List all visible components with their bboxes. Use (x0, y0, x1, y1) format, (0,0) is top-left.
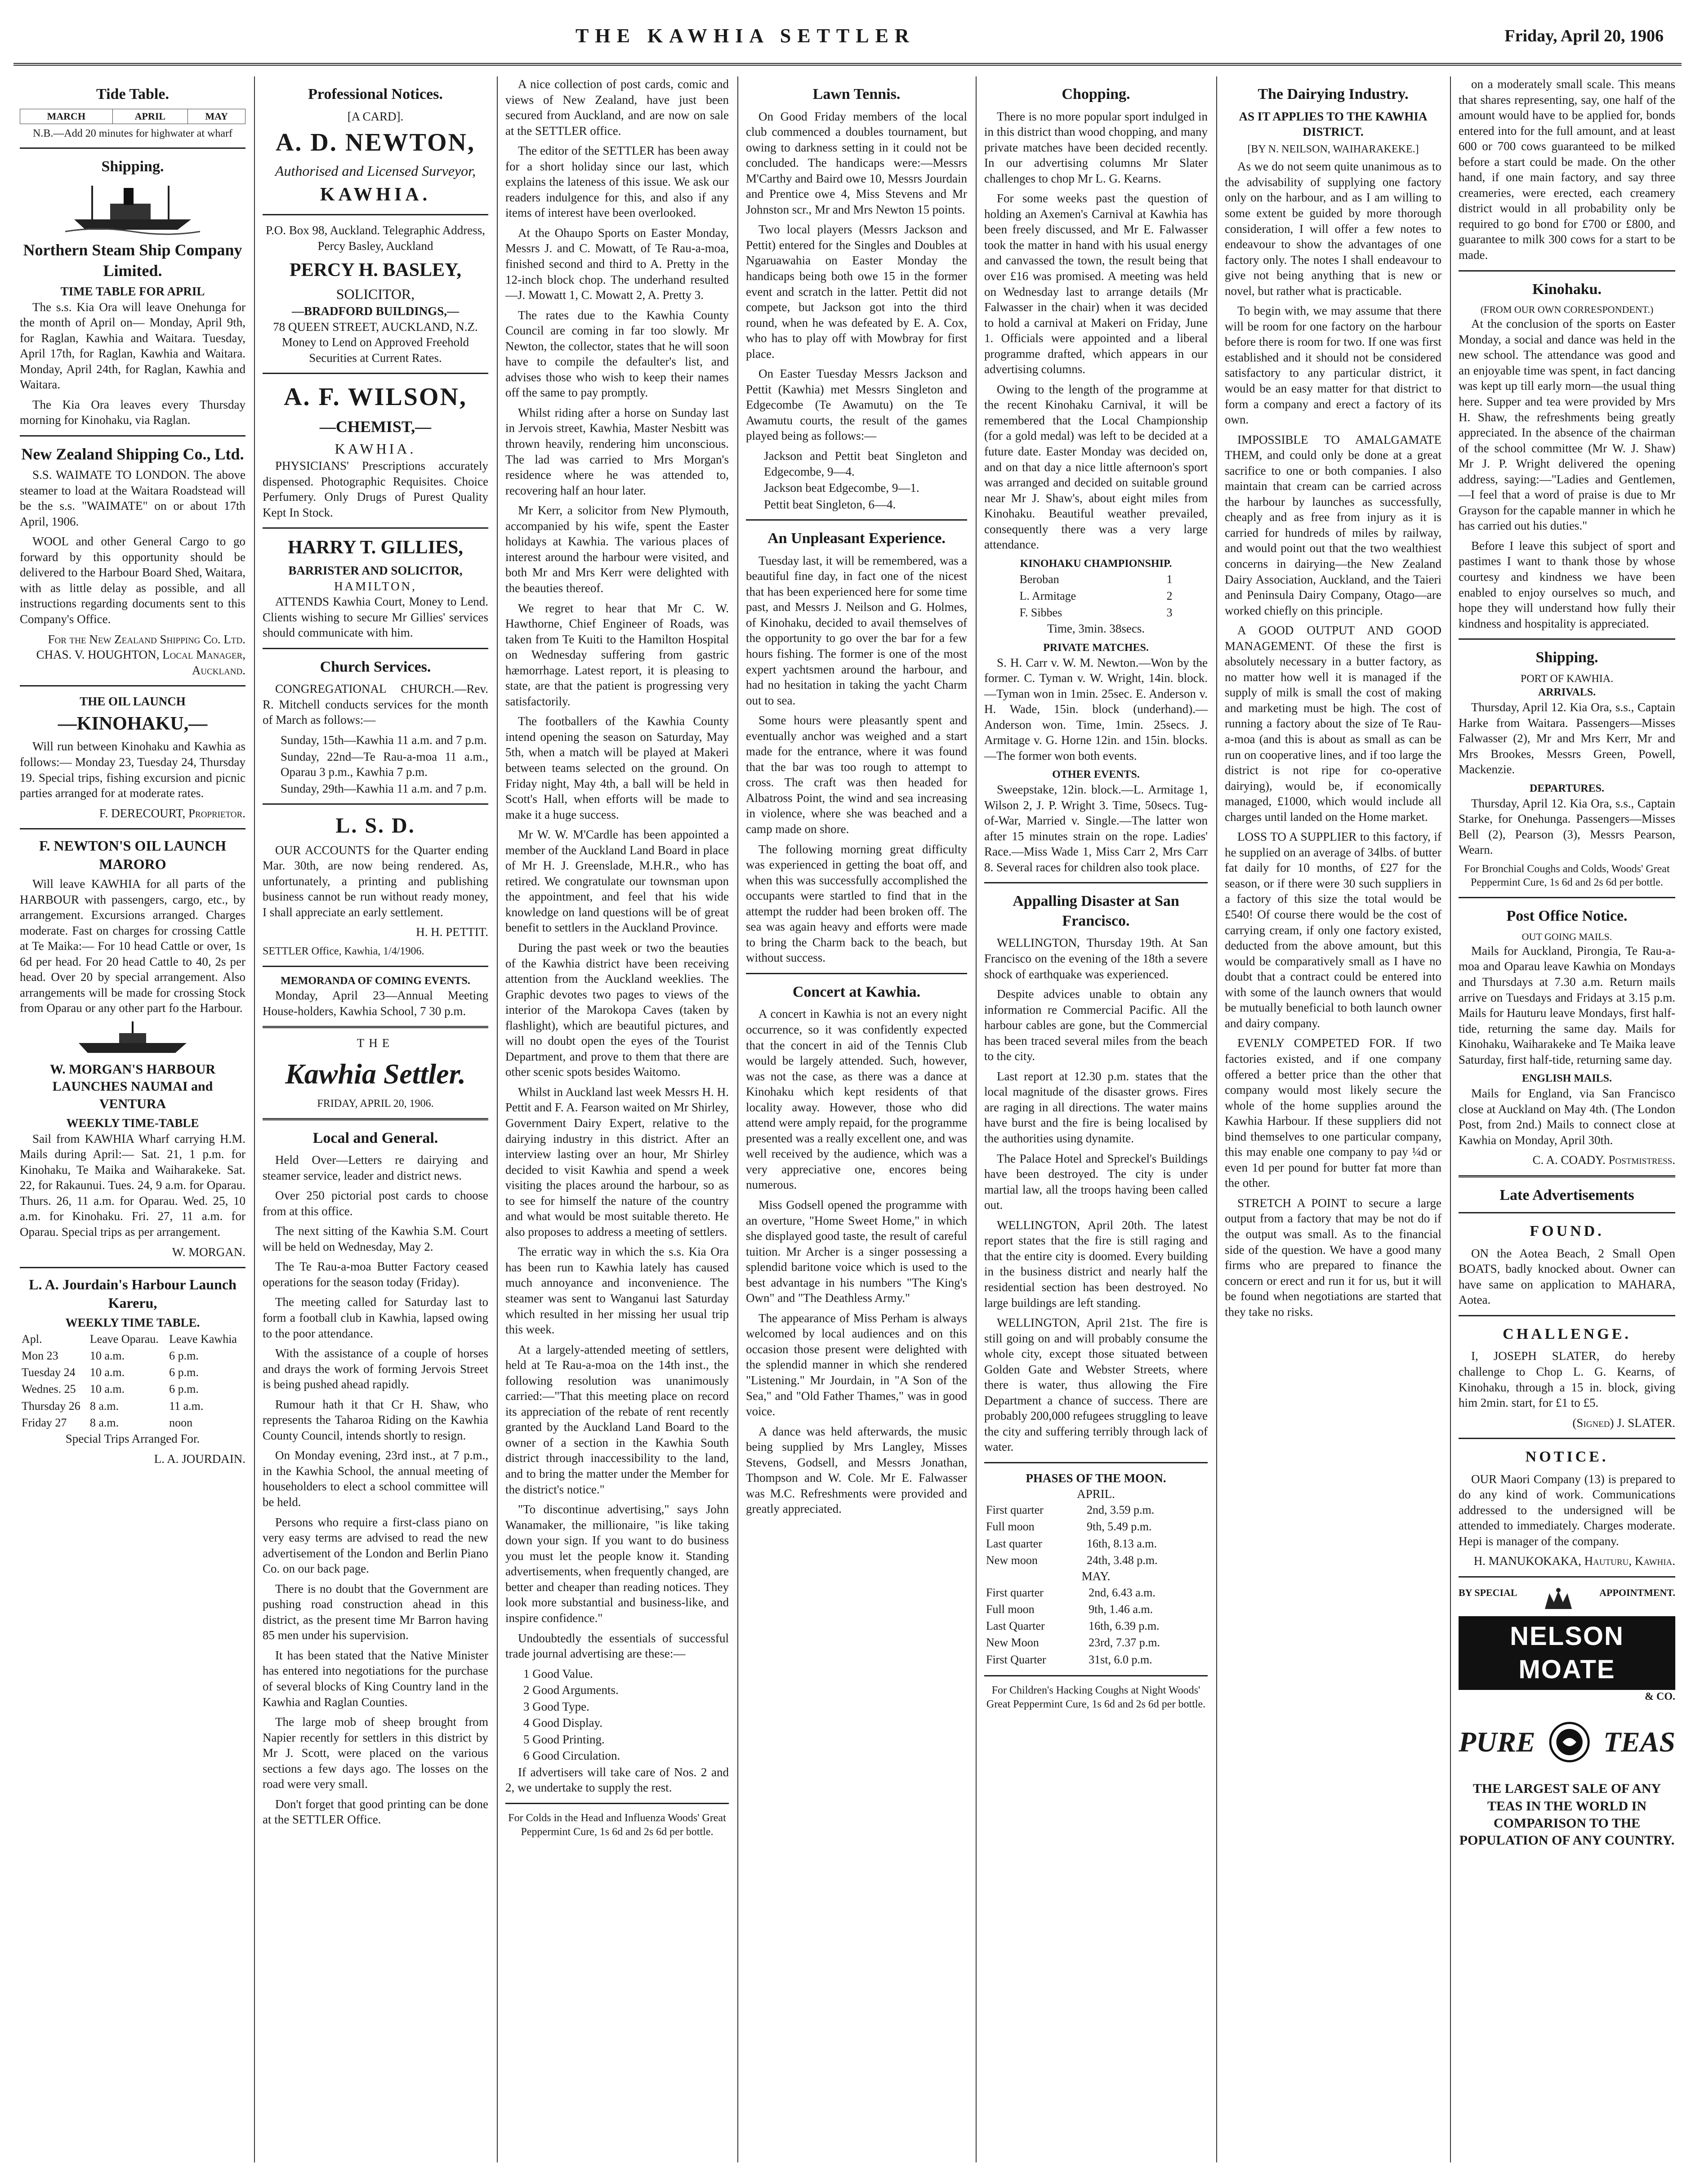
news-paragraph: The editor of the SETTLER has been away for a short holiday since our last, which explains the lateness of this issue. We ask our readers indulgence for this, and also if any items of interest have been overlooked. (505, 144, 729, 220)
dairying-paragraph: A GOOD OUTPUT AND GOOD MANAGEMENT. Of these the first is absolutely necessary in a butter factory, as no matter how well it is managed if the supply of milk is small the cost of making and marketing must be high. The cost of running a factory about the size of Te Rau-a-moa (and this is about as small as can be run on cooperative lines, and if too large the district is not ripe for co-operative dairying), would be, if economically managed, £1000, which would include all charges until landed on the Home market. (1225, 624, 1441, 824)
news-paragraph: During the past week or two the beauties of the Kawhia district have been receiving attention from the Auckland weeklies. The Graphic devotes two pages to views of the interior of the Marokopa Caves (taken by flashlight), which are beautiful pictures, and will no doubt open the eyes of the Tourist Department, and prove to them that there are other scenic spots besides Waitomo. (505, 940, 729, 1079)
post-office-text: Mails for Auckland, Pirongia, Te Rau-a-moa and Oparau leave Kawhia on Mondays and Thursdays at 7.30 a.m. Return mails arrive on Tuesdays and Fridays at 3.15 p.m. Mails for Hauturu leave Mondays, first half-tide, returning the same day. Mails for Kinohaku, Waiharakeke and Te Maika leave Saturday, first half-tide, returning same day. (1459, 944, 1675, 1066)
table-cell: noon (169, 1416, 193, 1429)
table-cell: 3 (1166, 606, 1173, 620)
departures-text: Thursday, April 12. Kia Ora, s.s., Captain Starke, for Onehunga. Passengers—Misses Bell (2), Pearson (3), Messrs Pearson, Wearn. (1459, 796, 1675, 857)
morgan-heading: W. MORGAN'S HARBOUR LAUNCHES NAUMAI and VENTURA (49, 1062, 216, 1111)
table-cell: 31st, 6.0 p.m. (1089, 1653, 1152, 1666)
local-paragraph: The large mob of sheep brought from Napier recently for settlers in this district by Mr J. Scott, were placed on the various sections a few days ago. The losses on the road were very small. (263, 1715, 488, 1791)
jourdain-col-day: Apl. (22, 1332, 42, 1346)
gillies-name: HARRY T. GILLIES, (288, 537, 463, 558)
table-cell: 2nd, 3.59 p.m. (1087, 1503, 1155, 1517)
jourdain-col-kawhia: Leave Kawhia (169, 1332, 237, 1346)
wilson-title: —CHEMIST,— (319, 418, 432, 436)
gillies-place: HAMILTON, (334, 579, 417, 593)
church-text: CONGREGATIONAL CHURCH.—Rev. R. Mitchell conducts services for the month of March as follows:— (263, 682, 488, 727)
professional-notices-heading: Professional Notices. (308, 86, 443, 103)
tennis-paragraph: On Easter Tuesday Messrs Jackson and Pettit (Kawhia) met Messrs Singleton and Edgecombe (Te Awamutu) on the Te Awamutu courts, the result of the games played being as follows:— (746, 367, 967, 443)
table-row (984, 1552, 1208, 1569)
column-4 (740, 76, 973, 2162)
list-item: 6 Good Circulation. (523, 1749, 620, 1763)
championship-heading: KINOHAKU CHAMPIONSHIP. (1020, 557, 1172, 570)
chopping-paragraph: Owing to the length of the programme at the recent Kinohaku Carnival, it will be remembered that the Local Championship (for a gold medal) was left to be decided at a future date. Easter Monday was decided on, and on that day a nice little afternoon's sport was arranged and decided on suitable ground near Mr J. Shaw's, about eight miles from Kinohaku. Beautiful weather prevailed, consequently there was a very large attendance. (984, 382, 1208, 552)
column-rule (497, 76, 498, 2162)
disaster-paragraph: WELLINGTON, April 20th. The latest report states that the fire is still raging and that the entire city is doomed. Every building in the business district and nearly half the residential section has been destroyed. No large buildings are left standing. (984, 1218, 1208, 1310)
jourdain-col-oparau: Leave Oparau. (89, 1332, 159, 1346)
nssc-name: Northern Steam Ship Company Limited. (23, 241, 242, 280)
nz-shipping-signature: For the New Zealand Shipping Co. Ltd. CHAS. V. HOUGHTON, Local Manager, Auckland. (36, 632, 245, 677)
table-row (984, 1634, 1208, 1651)
nz-shipping-name: New Zealand Shipping Co., Ltd. (21, 445, 244, 463)
dairying-paragraph: As we do not seem quite unanimous as to the advisability of supplying one factory only on the harbour, and as I am willing to some extent be guided by more thorough consideration, I will offer a few notes to endeavour to show the advantages of one factory only. The notes I shall endeavour to give not being anything that is new or novel, but rather what is practicable. (1225, 160, 1441, 298)
tide-table-title: Tide Table. (96, 86, 169, 103)
table-row (20, 1414, 245, 1431)
column-rule (254, 76, 255, 2162)
column-5 (978, 76, 1214, 2162)
morgan-text: Sail from KAWHIA Wharf carrying H.M. Mails during April:— Sat. 21, 1 p.m. for Kinohaku, Te Maika and Waiharakeke. Sat. 22, for Rakaunui. Tues. 24, 9 a.m. for Oparau. Thurs. 26, 11 a.m. for Oparau. Wed. 25, 10 a.m. for Kinohaku. Fri. 27, 11 a.m. for Oparau. Special trips as per arrangement. (20, 1132, 245, 1239)
wilson-name: A. F. WILSON, (284, 383, 467, 411)
dairying-paragraph: STRETCH A POINT to secure a large output from a factory that may be not do if the output was small. As to the financial side of the question. We have a good many firms who are prepared to finance the concern or erect and run it for us, but it will be found when negotiations are started that they take no risks. (1225, 1196, 1441, 1319)
memoranda-heading: MEMORANDA OF COMING EVENTS. (281, 975, 470, 987)
dairying-subtitle: AS IT APPLIES TO THE KAWHIA DISTRICT. (1239, 109, 1428, 139)
list-item: 3 Good Type. (523, 1699, 589, 1713)
by-special-label: BY SPECIAL (1459, 1587, 1517, 1598)
notice-heading: NOTICE. (1525, 1449, 1609, 1466)
gillies-title: BARRISTER AND SOLICITOR, (288, 564, 463, 578)
list-item: Sunday, 29th—Kawhia 11 a.m. and 7 p.m. (281, 781, 487, 795)
basley-building: —BRADFORD BUILDINGS,— (291, 304, 460, 318)
kinohaku-heading: Kinohaku. (1532, 281, 1602, 298)
local-paragraph: The next sitting of the Kawhia S.M. Court will be held on Wednesday, May 2. (263, 1224, 488, 1253)
gillies-text: ATTENDS Kawhia Court, Money to Lend. Clients wishing to secure Mr Gillies' services should communicate with him. (263, 595, 488, 640)
table-row (984, 1502, 1208, 1518)
local-paragraph: Persons who require a first-class piano on very easy terms are advised to read the new advertisement of the London and Berlin Piano Co. on our back page. (263, 1515, 488, 1576)
kinohaku-paragraph: Before I leave this subject of sport and pastimes I want to thank those by whose courtesy and kindness we have been enabled to enjoy ourselves so much, and hope they will understand how fully their kindness and hospitality is appreciated. (1459, 539, 1675, 630)
list-item: Sunday, 22nd—Te Rau-a-moa 11 a.m., Oparau 3 p.m., Kawhia 7 p.m. (281, 749, 488, 779)
local-paragraph: It has been stated that the Native Minister has entered into negotiations for the purchase of several blocks of King Country land in the Kawhia and Raglan Counties. (263, 1648, 488, 1709)
kinohaku-subtitle: (FROM OUR OWN CORRESPONDENT.) (1480, 304, 1654, 316)
newton-place: KAWHIA. (320, 184, 431, 205)
challenge-signature: (Signed) J. SLATER. (1572, 1416, 1675, 1430)
disaster-paragraph: The Palace Hotel and Spreckel's Buildings have been destroyed. The city is under martial law, all the troops having been called out. (984, 1151, 1208, 1212)
unpleasant-paragraph: Tuesday last, it will be remembered, was a beautiful fine day, in fact one of the nicest that has been experienced here for some time past, and Messrs J. Neilson and G. Holmes, of Kinohaku, decided to avail themselves of the opportunity to go over the bar for a few hours fishing. The former is one of the most expert yachtsmen around the harbour, and had no hesitation in taking the yacht Charm out to sea. (746, 553, 967, 707)
masthead-date: Friday, April 20, 1906 (1504, 27, 1664, 45)
jourdain-heading: L. A. Jourdain's Harbour Launch Kareru, (29, 1276, 236, 1311)
memoranda-text: Monday, April 23—Annual Meeting House-holders, Kawhia School, 7 30 p.m. (263, 989, 488, 1018)
lsd-office: SETTLER Office, Kawhia, 1/4/1906. (263, 945, 424, 957)
chopping-paragraph: There is no more popular sport indulged in in this district than wood chopping, and many private matches have been decided recently. In our advertising columns Mr Slater challenges to chop Mr L. G. Kearns. (984, 109, 1208, 185)
disaster-paragraph: Last report at 12.30 p.m. states that the local magnitude of the disaster grows. Fires are raging in all directions. The water mains have burst and the fire is being localised by the authorities using dynamite. (984, 1069, 1208, 1145)
news-paragraph: The erratic way in which the s.s. Kia Ora has been run to Kawhia lately has caused much annoyance and inconvenience. The steamer was sent to Wanganui last Saturday which resulted in her missing her usual trip this week. (505, 1245, 729, 1337)
moon-heading: PHASES OF THE MOON. (1026, 1471, 1166, 1485)
list-item: Pettit beat Singleton, 6—4. (764, 497, 896, 511)
nelson-moate-ad (1459, 1587, 1675, 1850)
column-7 (1452, 76, 1682, 2162)
nssc-text: The s.s. Kia Ora will leave Onehunga for the month of April on— Monday, April 9th, for Raglan, Kawhia and Waitara. Tuesday, April 17th, for Raglan, Kawhia and Waitara. Monday, April 24th, for Raglan, Kawhia and Waitara. (20, 300, 245, 392)
table-row (984, 1651, 1208, 1668)
lsd-text: OUR ACCOUNTS for the Quarter ending Mar. 30th, are now being rendered. As, unfortunately, a printing and publishing business cannot be run without ready money, I shall appreciate an early settlement. (263, 843, 488, 919)
news-paragraph: Mr Kerr, a solicitor from New Plymouth, accompanied by his wife, spent the Easter holidays at Kawhia. The various places of interest around the harbour were visited, and both Mr and Mrs Kerr were delighted with the beauties thereof. (505, 504, 729, 595)
table-cell: Full moon (986, 1520, 1035, 1533)
local-paragraph: Rumour hath it that Cr H. Shaw, who represents the Taharoa Riding on the Kawhia County Council, intends shortly to resign. (263, 1397, 488, 1442)
list-item: Jackson and Pettit beat Singleton and Edgecombe, 9—4. (764, 449, 967, 478)
nz-shipping-text-2: WOOL and other General Cargo to go forward by this opportunity should be delivered to the Harbour Board Shed, Waitara, with as little delay as possible, and all instructions regarding documents sent to this Company's Office. (20, 535, 245, 626)
list-item: 5 Good Printing. (523, 1732, 605, 1746)
launch-text: Will run between Kinohaku and Kawhia as follows:— Monday 23, Tuesday 24, Thursday 19. Special trips, fishing excursion and picnic parties arranged for at moderate rates. (20, 740, 245, 800)
launch-signature: F. DERECOURT, Proprietor. (99, 806, 245, 820)
table-cell: New Moon (986, 1636, 1039, 1649)
unpleasant-paragraph: The following morning great difficulty was experienced in getting the boat off, and when this was successfully accomplished the occupants were startled to find that in the attempt the rudder had been broken off. The sea was again heavy and efforts were made to bring the Charm back to the beach, but without success. (746, 842, 967, 965)
local-paragraph: Don't forget that good printing can be done at the SETTLER Office. (263, 1797, 488, 1827)
column-rule (976, 76, 977, 2162)
table-cell: 24th, 3.48 p.m. (1087, 1553, 1158, 1567)
news-paragraph: At a largely-attended meeting of settlers, held at Te Rau-a-moa on the 14th inst., the following resolution was unanimously carried:—"That this meeting place on record its appreciation of the rebate of rent recently granted by the Auckland Land Board to the owner of a section in the Kawhia South district through inaccessibility to the land, and to bring the matter under the Member for the district's notice." (505, 1342, 729, 1496)
list-item: 4 Good Display. (523, 1716, 602, 1730)
private-matches-text: S. H. Carr v. W. M. Newton.—Won by the former. C. Tyman v. W. Wright, 14in. block.—Tyman won in 1min. 25sec. E. Anderson v. H. Wade, 15in. block (underhand).—Anderson won. Time, 1min. 25secs. J. Armitage v. G. Horne 12in. and 15in. blocks.—The former won both events. (984, 655, 1208, 762)
column-rule (1216, 76, 1217, 2162)
news-paragraph: Whilst riding after a horse on Sunday last in Jervois street, Kawhia, Master Nesbitt was thrown heavily, rendering him unconscious. The lad was carried to Mrs Morgan's residence where he was attended to, recovering half an hour later. (505, 406, 729, 497)
morgan-signature: W. MORGAN. (172, 1245, 245, 1259)
column-2 (256, 76, 495, 2162)
table-cell: Thursday 26 (22, 1399, 80, 1413)
post-office-heading: Post Office Notice. (1506, 908, 1628, 925)
dairying-continued: on a moderately small scale. This means that shares representing, say, one half of the amount would have to be applied for, bonds entered into for the full amount, and at least 600 or 700 cows guaranteed to be milked before a start could be made. On the other hand, if one main factory, and say three creameries, were erected, each creamery district would in all probability only be required to go bond for £700 or £800, and guarantee to milk 300 cows for a start to be made. (1459, 77, 1675, 262)
nz-shipping-text: S.S. WAIMATE TO LONDON. The above steamer to load at the Waitara Roadstead will be the s.s. "WAIMATE" on or about 17th April, 1906. (20, 468, 245, 528)
essentials-list (523, 1666, 729, 1764)
jourdain-table (20, 1331, 245, 1431)
nelson-moate-brand: NELSON MOATE (1459, 1616, 1675, 1690)
table-row (984, 1618, 1208, 1634)
news-paragraph: A nice collection of post cards, comic and views of New Zealand, have just been secured from Auckland, and are now on sale at the SETTLER office. (505, 77, 729, 138)
card-label: [A CARD]. (347, 109, 404, 123)
table-row (984, 1601, 1208, 1618)
news-paragraph: Undoubtedly the essentials of successful trade journal advertising are these:— (505, 1631, 729, 1661)
newspaper-page (13, 18, 1682, 2171)
woods-ad: For Bronchial Coughs and Colds, Woods' Great Peppermint Cure, 1s 6d and 2s 6d per bottle. (1464, 863, 1670, 889)
dairying-heading: The Dairying Industry. (1258, 86, 1409, 103)
newton-title: Authorised and Licensed Surveyor, (275, 162, 476, 179)
lawn-tennis-heading: Lawn Tennis. (812, 86, 901, 103)
notice-signature: H. MANUKOKAKA, Hauturu, Kawhia. (1473, 1554, 1675, 1568)
table-row (984, 1535, 1208, 1552)
post-office-subtitle: OUT GOING MAILS. (1522, 931, 1612, 942)
table-cell: 6 p.m. (169, 1366, 199, 1379)
column-1 (13, 76, 252, 2162)
tide-month-march: MARCH (20, 109, 113, 124)
local-paragraph: Held Over—Letters re dairying and steamer service, leader and district news. (263, 1153, 488, 1182)
launch-boat-icon (74, 1021, 191, 1056)
list-item: 2 Good Arguments. (523, 1683, 619, 1697)
tennis-paragraph: Two local players (Messrs Jackson and Pettit) entered for the Singles and Doubles at Ngaruawahia on Easter Monday the handicaps being both owe 15 in the former event and scratch in the latter. Pettit did not compete, but Jackson got into the third round, when he was defeated by E. A. Cox, who has to play off with Mowbray for first place. (746, 223, 967, 361)
dairying-byline: [BY N. NEILSON, WAIHARAKEKE.] (1247, 143, 1419, 155)
woods-ad: For Children's Hacking Coughs at Night Woods' Great Peppermint Cure, 1s 6d and 2s 6d per bottle. (986, 1685, 1206, 1710)
launch-heading: THE OIL LAUNCH (80, 695, 186, 709)
table-row (20, 1398, 245, 1414)
list-item: Sunday, 15th—Kawhia 11 a.m. and 7 p.m. (281, 733, 487, 747)
table-row (1018, 571, 1174, 588)
disaster-paragraph: WELLINGTON, Thursday 19th. At San Francisco on the evening of the 18th a severe shock of earthquake was experienced. (984, 936, 1208, 981)
tea-seal-icon (1549, 1708, 1590, 1776)
chopping-paragraph: For some weeks past the question of holding an Axemen's Carnival at Kawhia has been freely discussed, and Mr E. Falwasser took the matter in hand with his usual energy and canvassed the town, the result being that over £16 was promised. A meeting was held on Wednesday last to arrange details (Mr Falwasser in the chair) when it was decided to hold a carnival at Makeri on Friday, June 1. Officials were appointed and a liberal programme drafted, which appears in our advertising columns. (984, 192, 1208, 376)
arrivals-heading: ARRIVALS. (1538, 686, 1596, 699)
local-paragraph: There is no doubt that the Government are pushing road construction ahead in this district, as the present time Mr Barron having 85 men under his supervision. (263, 1582, 488, 1642)
post-office-signature: C. A. COADY. Postmistress. (1532, 1153, 1675, 1167)
basley-title: SOLICITOR, (336, 286, 415, 303)
settler-date: FRIDAY, APRIL 20, 1906. (317, 1097, 434, 1110)
news-paragraph: At the Ohaupo Sports on Easter Monday, Messrs J. and C. Mowatt, of Te Rau-a-moa, finished second and third to A. Pretty in the 12-inch block chop. The underhand resulted—J. Mowatt 1, C. Mowatt 2, A. Pretty 3. (505, 226, 729, 302)
newton-name: A. D. NEWTON, (275, 129, 475, 157)
other-events-text: Sweepstake, 12in. block.—L. Armitage 1, Wilson 2, J. P. Wright 3. Time, 50secs. Tug-of-War, Married v. Single.—The latter won after 15 minutes strain on the rope. Ladies' Race.—Miss Wade 1, Miss Carr 2, Mrs Carr 8. Several races for children also took place. (984, 783, 1208, 874)
church-list (281, 732, 488, 796)
table-cell: 8 a.m. (89, 1399, 119, 1413)
table-cell: 11 a.m. (169, 1399, 204, 1413)
table-cell: 2 (1166, 589, 1173, 602)
departures-heading: DEPARTURES. (1529, 782, 1605, 794)
table-cell: Beroban (1019, 572, 1059, 586)
championship-time: Time, 3min. 38secs. (1047, 622, 1145, 636)
moon-april-table (984, 1502, 1208, 1569)
table-cell: Friday 27 (22, 1416, 67, 1429)
jourdain-subtitle: WEEKLY TIME TABLE. (65, 1316, 200, 1330)
local-paragraph: Over 250 pictorial post cards to choose from at this office. (263, 1189, 488, 1218)
moon-april: APRIL. (1077, 1487, 1115, 1501)
royal-crest-icon (1540, 1587, 1576, 1613)
concert-paragraph: A concert in Kawhia is not an every night occurrence, so it was confidently expected that the concert in aid of the Tennis Club would be largely attended. Such, however, was not the case, as there was a dance at Kinohaku which kept residents of that locality away. However, those who did attend were amply repaid, for the programme presented was a really excellent one, and was well received by the audience, which was a very appreciative one, encores being numerous. (746, 1007, 967, 1192)
arrivals-text: Thursday, April 12. Kia Ora, s.s., Captain Harke from Waitara. Passengers—Misses Falwasser (2), Mr and Mrs Kerr, Mr and Mrs Brookes, Messrs Green, Powell, Mackenzie. (1459, 700, 1675, 776)
table-cell: New moon (986, 1553, 1038, 1567)
found-text: ON the Aotea Beach, 2 Small Open BOATS, badly knocked about. Owner can have same on application to MAHARA, Aotea. (1459, 1246, 1675, 1307)
concert-paragraph: The appearance of Miss Perham is always welcomed by local audiences and on this occasion those present were delighted with the splendid manner in which she rendered "Listening." Mr Jourdain, in "A Son of the Sea," and "Old Father Thames," was in good voice. (746, 1311, 967, 1418)
other-events-heading: OTHER EVENTS. (1052, 769, 1140, 781)
lsd-signature: H. H. PETTIT. (416, 925, 488, 939)
tide-month-may: MAY (188, 109, 245, 124)
news-paragraph: The rates due to the Kawhia County Council are coming in far too slowly. Mr Newton, the collector, states that he will soon have to compile the defaulter's list, and advises those who wish to keep their names off the same to pay promptly. (505, 308, 729, 400)
tide-note: N.B.—Add 20 minutes for highwater at wharf (33, 127, 232, 139)
masthead (13, 18, 1682, 66)
local-paragraph: The Te Rau-a-moa Butter Factory ceased operations for the season today (Friday). (263, 1260, 488, 1289)
column-rule (737, 76, 738, 2162)
chopping-heading: Chopping. (1062, 86, 1130, 103)
maroro-text: Will leave KAWHIA for all parts of the HARBOUR with passengers, cargo, etc., by arrangement. Excursions arranged. Charges moderate. Fast on charges for crossing Cattle at Te Maika:— For 10 head Cattle or over, 1s 6d per head. For 20 head Cattle to 40, 2s per head. Over 20 by special arrangement. Also arrangements will be made for crossing Stock from Oparau or any other part fo the Harbour. (20, 877, 245, 1015)
local-general-heading: Local and General. (312, 1129, 438, 1146)
table-row (1018, 604, 1174, 621)
table-cell: 6 p.m. (169, 1382, 199, 1396)
unpleasant-heading: An Unpleasant Experience. (767, 530, 946, 547)
tide-month-april: APRIL (112, 109, 188, 124)
table-row (984, 1518, 1208, 1535)
woods-ad: For Colds in the Head and Influenza Woods' Great Peppermint Cure, 1s 6d and 2s 6d per bottle. (508, 1812, 726, 1838)
tennis-paragraph: On Good Friday members of the local club commenced a doubles tournament, but owing to darkness setting in it could not be concluded. The handicaps were:—Messrs M'Carthy and Baird owe 10, Messrs Jourdain and Prentice owe 4, Miss Stevens and Mr Johnston scr., Mr and Mrs Newton 15 points. (746, 109, 967, 216)
english-mails-text: Mails for England, via San Francisco close at Auckland on May 4th. (The London Post, from 2nd.) Mails to connect close at Kawhia on Monday, April 30th. (1459, 1086, 1675, 1147)
news-paragraph: Whilst in Auckland last week Messrs H. H. Pettit and F. A. Fearson waited on Mr Shirley, Government Dairy Expert, relative to the dairying industry in this district. After an interview lasting over an hour, Mr Shirley decided to visit Kawhia and spend a week visiting the places around the harbour, so as to see for himself the nature of the country and what would be most suitable thereto. He also proposes to address a meeting of settlers. (505, 1085, 729, 1239)
table-cell: 16th, 6.39 p.m. (1089, 1619, 1160, 1633)
masthead-title: THE KAWHIA SETTLER (576, 25, 915, 47)
table-cell: Last quarter (986, 1537, 1042, 1550)
concert-paragraph: Miss Godsell opened the programme with an overture, "Home Sweet Home," in which she displayed good taste, the result of careful tuition. Mr Archer is a singer possessing a splendid baritone voice which is used to the best advantage in his numbers "The King's Own" and "The Deathless Army." (746, 1198, 967, 1305)
column-3 (499, 76, 735, 2162)
steamship-icon (65, 181, 200, 235)
essentials-after: If advertisers will take care of Nos. 2 and 2, we undertake to supply the rest. (505, 1765, 729, 1795)
morgan-subtitle: WEEKLY TIME-TABLE (66, 1116, 199, 1130)
church-heading: Church Services. (320, 658, 431, 675)
table-cell: First Quarter (986, 1653, 1046, 1666)
table-cell: 2nd, 6.43 a.m. (1089, 1586, 1156, 1599)
concert-heading: Concert at Kawhia. (792, 983, 921, 1000)
table-cell: First quarter (986, 1586, 1044, 1599)
pure-label: PURE (1459, 1726, 1535, 1758)
dairying-paragraph: EVENLY COMPETED FOR. If two factories existed, and if one company offered a better price than the other that company would most likely secure the whole of the home supplies around the Kawhia Harbour. If these suppliers did not bind themselves to one particular company, this may enable one company to pay ¼d or even 1d per pound for butter fat more than the other. (1225, 1036, 1441, 1190)
table-row (20, 1381, 245, 1397)
unpleasant-paragraph: Some hours were pleasantly spent and eventually anchor was weighed and a start made for the entrance, where it was found that the bar was too rough to attempt to cross. The craft was then headed for Albatross Point, the wind and sea increasing in violence, where she was beached and a camp made on shore. (746, 713, 967, 836)
basley-address-line: P.O. Box 98, Auckland. Telegraphic Address, Percy Basley, Auckland (265, 223, 486, 253)
column-6 (1218, 76, 1448, 2162)
lsd-heading: L. S. D. (335, 814, 415, 838)
table-row (20, 1364, 245, 1381)
kinohaku-paragraph: At the conclusion of the sports on Easter Monday, a social and dance was held in the new school. The attendance was good and an enjoyable time was spent, in fact dancing was kept up till early morn—the usual thing here. Supper and tea were provided by Mrs H. Shaw, the refreshments being greatly appreciated. In the absence of the chairman of the school committee (Mr W. J. Shaw) Mr J. P. Wright delivered the opening address, saying:—"Ladies and Gentlemen,—I feel that a word of praise is due to Mr Grayson for the capable manner in which he has carried out his duties." (1459, 317, 1675, 533)
table-row (1018, 588, 1174, 604)
table-cell: Wednes. 25 (22, 1382, 76, 1396)
settler-nameplate: Kawhia Settler. (285, 1057, 466, 1090)
news-paragraph: "To discontinue advertising," says John Wanamaker, the millionaire, "is like taking down your sign. If you want to do business you must let the people know it. Standing advertisements, when frequently changed, are better and cheaper than reading notices. They look more substantial and business-like, and inspire confidence." (505, 1502, 729, 1625)
news-paragraph: We regret to hear that Mr C. W. Hawthorne, Chief Engineer of Roads, was taken from Te Kuiti to the Hamilton Hospital on Wednesday suffering from gastric hæmorrhage. Latest report, it is pleasing to state, are that the patient is progressing very satisfactorily. (505, 601, 729, 708)
appointment-label: APPOINTMENT. (1599, 1587, 1675, 1598)
late-ads-heading: Late Advertisements (1499, 1186, 1634, 1203)
nelson-moate-co: & CO. (1645, 1691, 1675, 1703)
nssc-subtitle: TIME TABLE FOR APRIL (60, 285, 205, 299)
found-heading: FOUND. (1530, 1223, 1604, 1240)
moon-may-table (984, 1584, 1208, 1668)
table-cell: 9th, 1.46 a.m. (1089, 1602, 1153, 1616)
table-cell: 23rd, 7.37 p.m. (1089, 1636, 1160, 1649)
moon-may: MAY. (1081, 1569, 1111, 1583)
table-cell: First quarter (986, 1503, 1044, 1517)
wilson-place: KAWHIA. (335, 441, 416, 457)
pure-teas-row (1459, 1708, 1675, 1776)
challenge-text: I, JOSEPH SLATER, do hereby challenge to Chop L. G. Kearns, of Kinohaku, through a 15 in. block, giving him 2min. start, for £1 to £5. (1459, 1349, 1675, 1410)
table-cell: Tuesday 24 (22, 1366, 76, 1379)
maroro-heading: F. NEWTON'S OIL LAUNCH MARORO (39, 838, 227, 873)
tennis-results (764, 448, 967, 512)
disaster-paragraph: WELLINGTON, April 21st. The fire is still going on and will probably consume the whole city, except those situated between Golden Gate and Webster Streets, where there is water, thus allowing the Fire Department a chance of success. There are probably 200,000 refugees struggling to leave the city and suffering terribly through lack of water. (984, 1316, 1208, 1454)
notice-text: OUR Maori Company (13) is prepared to do any kind of work. Communications addressed to the undersigned will be attended to immediately. Charges moderate. Hepi is manager of the company. (1459, 1472, 1675, 1548)
teas-label: TEAS (1603, 1726, 1675, 1758)
settler-the: THE (357, 1036, 394, 1050)
table-cell: L. Armitage (1019, 589, 1076, 602)
challenge-heading: CHALLENGE. (1503, 1325, 1631, 1342)
table-cell: 10 a.m. (89, 1366, 125, 1379)
basley-name: PERCY H. BASLEY, (290, 259, 461, 281)
column-rule (1450, 76, 1451, 2162)
english-mails-heading: ENGLISH MAILS. (1522, 1073, 1612, 1085)
nelson-moate-tagline: THE LARGEST SALE OF ANY TEAS IN THE WORLD IN COMPARISON TO THE POPULATION OF ANY COUNTRY. (1459, 1781, 1675, 1848)
dairying-paragraph: IMPOSSIBLE TO AMALGAMATE THEM, and could only be done at a great sacrifice to one or both companies. I also maintain that cream can be carried across the harbour by launches as successfully, cheaply and as free from injury as it is carried for hundreds of miles by railway, and would point out that the two wealthiest concerns in dairying—the New Zealand Dairy Association, Auckland, and the Taieri and Peninsula Dairy Company, Otago—are worked chiefly on this principle. (1225, 432, 1441, 617)
list-item: Jackson beat Edgecombe, 9—1. (764, 481, 919, 495)
dairying-paragraph: To begin with, we may assume that there will be room for one factory on the harbour before there is room for two. If one was first established and it should not be considered satisfactory to any particular district, it would be an easy matter for that district to form a company and erect a factory of its own. (1225, 304, 1441, 427)
basley-street: 78 QUEEN STREET, AUCKLAND, N.Z. (273, 320, 478, 334)
disaster-paragraph: Despite advices unable to obtain any information re Commercial Pacific. All the harbour cables are gone, but the Commercial has been traced several miles from the beach to the city. (984, 987, 1208, 1063)
news-paragraph: The footballers of the Kawhia County intend opening the season on Saturday, May 5th, when a match will be played at Makeri between teams selected on the ground. On Friday night, May 4th, a ball will be held in Scott's Hall, when efforts will be made to make it a huge success. (505, 714, 729, 821)
basley-note: Money to Lend on Approved Freehold Securities at Current Rates. (281, 335, 469, 365)
concert-paragraph: A dance was held afterwards, the music being supplied by Mrs Langley, Misses Stevens, Godsell, and Messrs Jonathan, Thompson and W. Cole. Mr E. Falwasser was M.C. Refreshments were provided and greatly appreciated. (746, 1424, 967, 1516)
jourdain-note: Special Trips Arranged For. (65, 1432, 200, 1446)
news-paragraph: Mr W. W. M'Cardle has been appointed a member of the Auckland Land Board in place of Mr H. J. Greenslade, M.H.R., who has retired. We congratulate our townsman upon the appointment, and feel that his wide knowledge on land questions will be of great benefit to settlers in the Auckland Province. (505, 828, 729, 935)
table-cell: Last Quarter (986, 1619, 1045, 1633)
wilson-text: PHYSICIANS' Prescriptions accurately dispensed. Photographic Requisites. Choice Perfumery. Only Drugs of Purest Quality Kept In Stock. (263, 459, 488, 519)
port-heading: PORT OF KAWHIA. (1520, 673, 1614, 685)
shipping-heading: Shipping. (1535, 649, 1598, 666)
local-paragraph: The meeting called for Saturday last to form a football club in Kawhia, lapsed owing to the poor attendance. (263, 1295, 488, 1340)
table-row (984, 1584, 1208, 1601)
table-cell: 6 p.m. (169, 1349, 199, 1362)
tide-table (20, 109, 245, 124)
table-row (20, 1347, 245, 1364)
local-paragraph: On Monday evening, 23rd inst., at 7 p.m., in the Kawhia School, the annual meeting of householders to elect a school committee will be held. (263, 1449, 488, 1509)
dairying-paragraph: LOSS TO A SUPPLIER to this factory, if he supplied on an average of 34lbs. of butter fat daily for 10 months, of £27 for the season, or if there were 30 such suppliers in a factory of this size the total would be £540! Of course there would be the cost of carrying cream, if only one factory existed, deducted from the above amount, but this would be comparatively small as I have no doubt that a contract could be entered into with some of the launch owners that would be mutually beneficial to both launch owner and dairy company. (1225, 830, 1441, 1030)
jourdain-signature: L. A. JOURDAIN. (154, 1452, 245, 1466)
table-cell: Mon 23 (22, 1349, 58, 1362)
table-cell: Full moon (986, 1602, 1035, 1616)
table-cell: 16th, 8.13 a.m. (1087, 1537, 1157, 1550)
table-cell: 10 a.m. (89, 1382, 125, 1396)
table-cell: 10 a.m. (89, 1349, 125, 1362)
local-paragraph: With the assistance of a couple of horses and drays the work of forming Jervois Street is being pushed ahead rapidly. (263, 1346, 488, 1391)
championship-table (1018, 571, 1174, 621)
disaster-heading: Appalling Disaster at San Francisco. (1013, 893, 1179, 929)
table-cell: 9th, 5.49 p.m. (1087, 1520, 1152, 1533)
launch-name: —KINOHAKU,— (58, 713, 208, 734)
table-cell: F. Sibbes (1019, 606, 1062, 620)
appointment-line (1459, 1587, 1675, 1613)
table-cell: 1 (1166, 572, 1173, 586)
table-cell: 8 a.m. (89, 1416, 119, 1429)
shipping-heading: Shipping. (101, 158, 164, 175)
nssc-text-2: The Kia Ora leaves every Thursday morning for Kinohaku, via Raglan. (20, 397, 245, 427)
list-item: 1 Good Value. (523, 1667, 593, 1680)
private-matches-heading: PRIVATE MATCHES. (1043, 642, 1149, 654)
